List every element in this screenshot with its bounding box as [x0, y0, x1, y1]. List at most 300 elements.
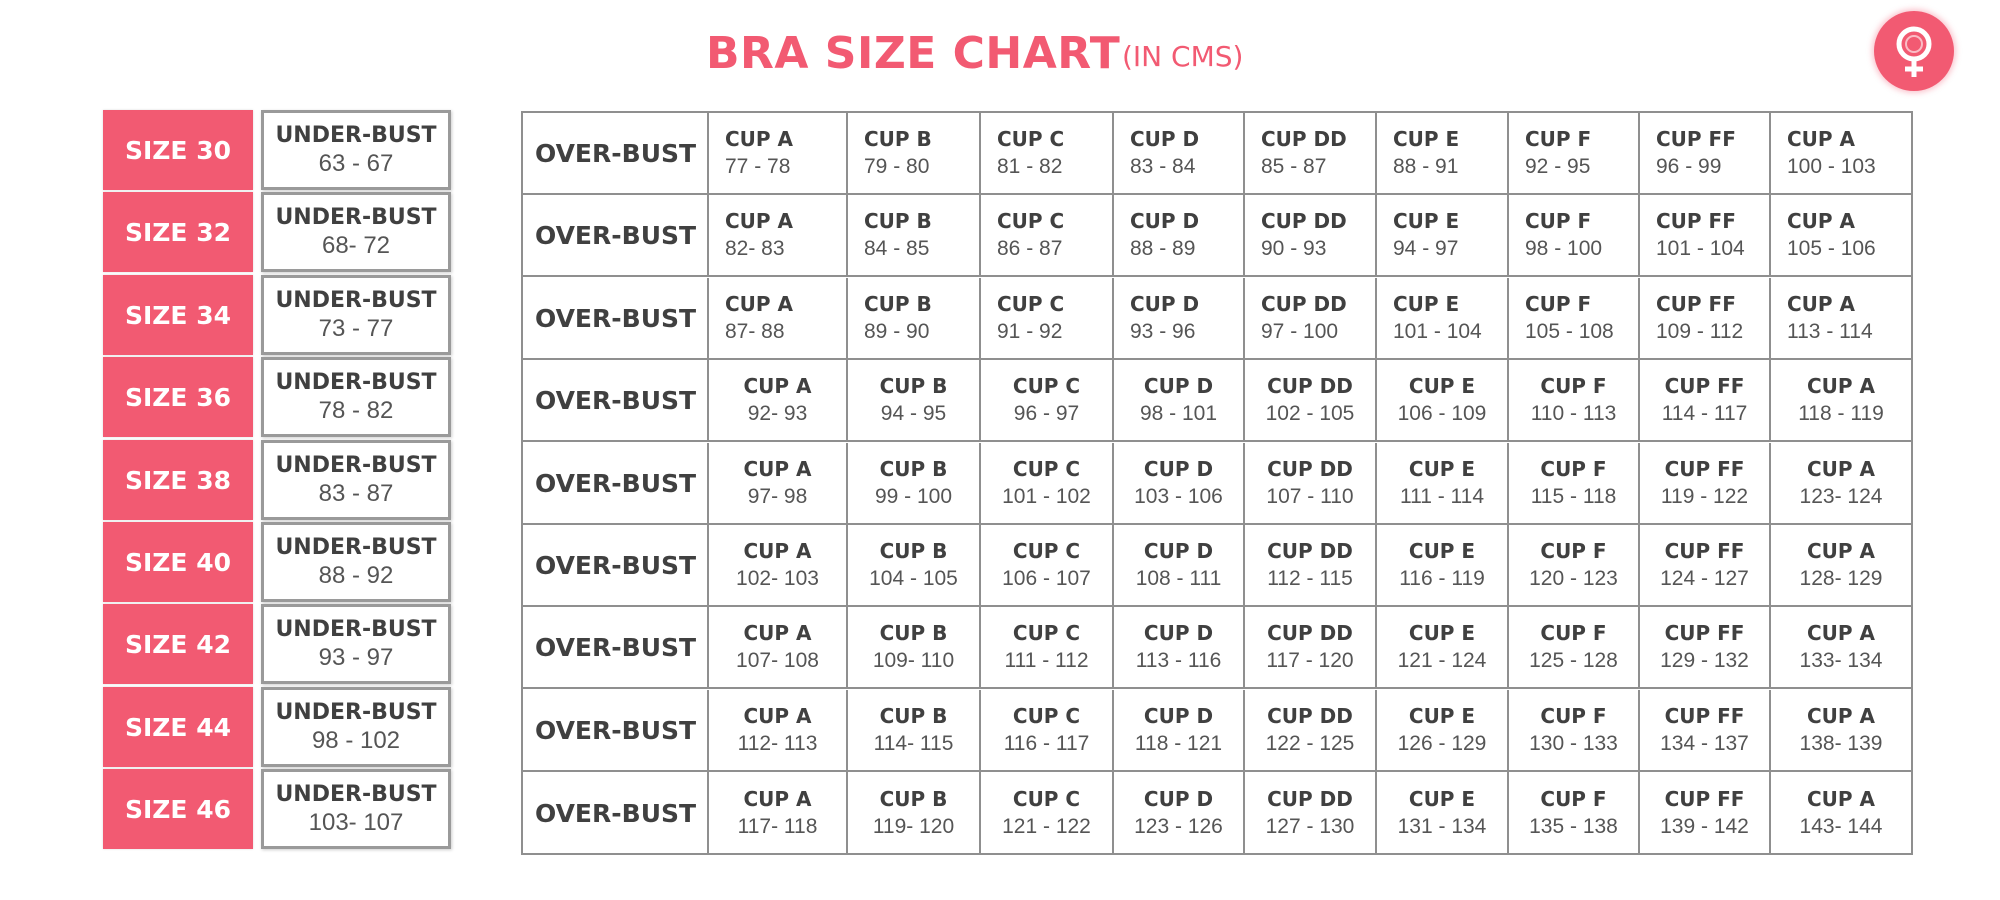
cup-cell [1640, 443, 1771, 525]
cup-name: CUP F [1525, 127, 1592, 151]
cup-cell [1114, 525, 1245, 607]
cup-name: CUP E [1408, 457, 1476, 481]
over-bust-label: OVER-BUST [535, 715, 697, 745]
cup-cell [1771, 525, 1911, 607]
cup-name: CUP A [743, 374, 812, 398]
cup-name: CUP DD [1267, 374, 1353, 398]
cup-range: 130 - 133 [1529, 732, 1618, 755]
cup-cell [981, 195, 1114, 277]
band-size-label: SIZE 42 [103, 604, 253, 684]
cup-cell [1640, 525, 1771, 607]
cup-name: CUP F [1525, 209, 1592, 233]
over-bust-label: OVER-BUST [535, 798, 697, 828]
cup-range: 90 - 93 [1261, 237, 1327, 260]
over-bust-label: OVER-BUST [535, 385, 697, 415]
cup-range: 94 - 95 [880, 402, 947, 425]
cup-name: CUP B [864, 127, 932, 151]
cup-name: CUP FF [1656, 209, 1736, 233]
cup-range: 125 - 128 [1529, 649, 1618, 672]
cup-range: 87- 88 [725, 320, 785, 343]
cup-range: 93 - 96 [1130, 320, 1196, 343]
over-bust-label: OVER-BUST [535, 468, 697, 498]
cup-range: 100 - 103 [1787, 155, 1876, 178]
cup-name: CUP C [1012, 704, 1081, 728]
cup-name: CUP B [879, 704, 948, 728]
cup-cell [1509, 113, 1640, 195]
cup-name: CUP E [1393, 209, 1460, 233]
cup-range: 84 - 85 [864, 237, 930, 260]
female-symbol-icon [1874, 11, 1954, 91]
cup-cell [1114, 195, 1245, 277]
cup-range: 131 - 134 [1397, 815, 1487, 838]
band-size-label: SIZE 44 [103, 687, 253, 767]
cup-name: CUP DD [1261, 292, 1347, 316]
cup-range: 83 - 84 [1130, 155, 1196, 178]
cup-range: 119 - 122 [1660, 485, 1749, 508]
cup-cell [1245, 278, 1377, 360]
cup-cell [1640, 690, 1771, 772]
cup-name: CUP A [743, 621, 812, 645]
under-bust-range: 93 - 97 [318, 644, 394, 671]
cup-name: CUP D [1143, 704, 1214, 728]
under-bust-label: UNDER-BUST [275, 453, 437, 478]
brand-logo [1874, 11, 1954, 91]
band-size-label: SIZE 38 [103, 440, 253, 520]
cup-cell [981, 607, 1114, 689]
cup-range: 129 - 132 [1660, 649, 1749, 672]
cup-range: 113 - 114 [1787, 320, 1873, 343]
cup-name: CUP DD [1261, 127, 1347, 151]
cup-cell [1377, 443, 1509, 525]
cup-range: 115 - 118 [1530, 485, 1617, 508]
under-bust-cell [261, 275, 451, 355]
cup-range: 109- 110 [872, 649, 955, 672]
table-row [523, 525, 1911, 607]
cup-cell [1509, 690, 1640, 772]
cup-cell [848, 278, 981, 360]
cup-cell [1114, 607, 1245, 689]
cup-cell [1771, 607, 1911, 689]
over-bust-header-cell [523, 607, 709, 689]
table-row [523, 772, 1911, 854]
cup-name: CUP FF [1664, 457, 1745, 481]
cup-range: 107 - 110 [1266, 485, 1354, 508]
cup-name: CUP E [1408, 704, 1476, 728]
cup-range: 119- 120 [872, 815, 955, 838]
cup-range: 135 - 138 [1529, 815, 1618, 838]
cup-cell [1245, 607, 1377, 689]
under-bust-cell [261, 192, 451, 272]
cup-range: 91 - 92 [997, 320, 1063, 343]
cup-range: 117- 118 [737, 815, 818, 838]
cup-cell [1114, 443, 1245, 525]
cup-cell [1377, 525, 1509, 607]
cup-range: 96 - 97 [1013, 402, 1080, 425]
cup-cell [981, 443, 1114, 525]
cup-name: CUP D [1130, 209, 1200, 233]
over-bust-header-cell [523, 690, 709, 772]
cup-cell [848, 113, 981, 195]
cup-cell [1771, 113, 1911, 195]
cup-range: 81 - 82 [997, 155, 1063, 178]
under-bust-range: 88 - 92 [318, 562, 394, 589]
cup-cell [848, 525, 981, 607]
cup-cell [709, 443, 848, 525]
cup-cell [709, 525, 848, 607]
cup-name: CUP FF [1664, 621, 1745, 645]
cup-range: 86 - 87 [997, 237, 1063, 260]
cup-range: 112 - 115 [1267, 567, 1353, 590]
cup-range: 92 - 95 [1525, 155, 1591, 178]
over-bust-header-cell [523, 525, 709, 607]
cup-name: CUP B [864, 292, 932, 316]
cup-name: CUP B [879, 457, 948, 481]
cup-cell [1114, 690, 1245, 772]
cup-name: CUP F [1525, 292, 1592, 316]
cup-cell [981, 525, 1114, 607]
cup-cell [1114, 278, 1245, 360]
cup-cell [1114, 360, 1245, 442]
cup-range: 88 - 89 [1130, 237, 1196, 260]
cup-cell [1771, 443, 1911, 525]
cup-name: CUP A [725, 292, 794, 316]
cup-cell [1640, 360, 1771, 442]
cup-cell [848, 360, 981, 442]
cup-name: CUP A [1806, 787, 1876, 811]
under-bust-cell [261, 604, 451, 684]
cup-range: 121 - 122 [1002, 815, 1091, 838]
cup-range: 110 - 113 [1530, 402, 1617, 425]
cup-range: 102- 103 [736, 567, 819, 590]
cup-cell [1771, 278, 1911, 360]
table-row [523, 195, 1911, 277]
cup-range: 112- 113 [737, 732, 818, 755]
cup-cell [1114, 772, 1245, 854]
table-row [523, 113, 1911, 195]
over-bust-header-cell [523, 360, 709, 442]
cup-name: CUP C [1012, 457, 1081, 481]
table-row [523, 607, 1911, 689]
cup-range: 105 - 106 [1787, 237, 1876, 260]
cup-range: 138- 139 [1799, 732, 1883, 755]
cup-cell [981, 113, 1114, 195]
cup-range: 111 - 112 [1004, 649, 1089, 672]
cup-name: CUP A [743, 539, 812, 563]
band-size-label: SIZE 36 [103, 357, 253, 437]
cup-range: 109 - 112 [1656, 320, 1744, 343]
band-size-label: SIZE 40 [103, 522, 253, 602]
cup-cell [1245, 360, 1377, 442]
over-bust-table [521, 111, 1913, 855]
over-bust-header-cell [523, 772, 709, 854]
cup-name: CUP F [1540, 621, 1607, 645]
cup-range: 97- 98 [747, 485, 808, 508]
cup-cell [1245, 690, 1377, 772]
cup-range: 128- 129 [1799, 567, 1883, 590]
cup-cell [1771, 690, 1911, 772]
cup-name: CUP B [864, 209, 932, 233]
cup-name: CUP FF [1664, 704, 1745, 728]
cup-cell [1509, 607, 1640, 689]
cup-name: CUP A [1806, 374, 1876, 398]
cup-range: 82- 83 [725, 237, 785, 260]
cup-range: 113 - 116 [1135, 649, 1222, 672]
cup-range: 103 - 106 [1134, 485, 1223, 508]
band-size-label: SIZE 30 [103, 110, 253, 190]
cup-name: CUP A [1787, 292, 1856, 316]
cup-cell [848, 690, 981, 772]
cup-cell [981, 690, 1114, 772]
band-size-label: SIZE 32 [103, 192, 253, 272]
cup-cell [709, 278, 848, 360]
cup-range: 123- 124 [1799, 485, 1883, 508]
cup-range: 98 - 100 [1525, 237, 1603, 260]
cup-cell [1509, 443, 1640, 525]
cup-range: 106 - 109 [1397, 402, 1487, 425]
cup-cell [1245, 525, 1377, 607]
cup-cell [848, 443, 981, 525]
cup-range: 96 - 99 [1656, 155, 1722, 178]
over-bust-label: OVER-BUST [535, 632, 697, 662]
cup-range: 88 - 91 [1393, 155, 1459, 178]
cup-range: 94 - 97 [1393, 237, 1459, 260]
cup-range: 101 - 102 [1002, 485, 1091, 508]
under-bust-range: 98 - 102 [311, 727, 401, 754]
cup-name: CUP C [997, 292, 1065, 316]
cup-cell [709, 772, 848, 854]
cup-cell [1377, 278, 1509, 360]
over-bust-header-cell [523, 195, 709, 277]
cup-range: 89 - 90 [864, 320, 930, 343]
cup-name: CUP DD [1267, 539, 1353, 563]
under-bust-label: UNDER-BUST [275, 535, 437, 560]
cup-range: 111 - 114 [1399, 485, 1485, 508]
under-bust-cell [261, 769, 451, 849]
cup-name: CUP B [879, 374, 948, 398]
cup-name: CUP A [725, 127, 794, 151]
cup-cell [709, 195, 848, 277]
cup-range: 114 - 117 [1661, 402, 1748, 425]
cup-cell [1771, 772, 1911, 854]
over-bust-header-cell [523, 113, 709, 195]
cup-cell [981, 278, 1114, 360]
cup-range: 124 - 127 [1660, 567, 1749, 590]
under-bust-cell [261, 110, 451, 190]
cup-range: 107- 108 [736, 649, 819, 672]
cup-range: 139 - 142 [1660, 815, 1749, 838]
under-bust-cell [261, 440, 451, 520]
under-bust-label: UNDER-BUST [275, 782, 437, 807]
cup-name: CUP DD [1267, 787, 1353, 811]
cup-range: 117 - 120 [1266, 649, 1354, 672]
cup-cell [1509, 525, 1640, 607]
cup-range: 101 - 104 [1656, 237, 1745, 260]
over-bust-header-cell [523, 443, 709, 525]
cup-name: CUP F [1540, 704, 1607, 728]
table-row [523, 360, 1911, 442]
cup-name: CUP C [1012, 539, 1081, 563]
cup-cell [1377, 690, 1509, 772]
table-row [523, 443, 1911, 525]
cup-name: CUP D [1143, 457, 1214, 481]
under-bust-range: 78 - 82 [318, 397, 394, 424]
cup-name: CUP D [1130, 127, 1200, 151]
cup-name: CUP E [1408, 374, 1476, 398]
cup-range: 134 - 137 [1660, 732, 1749, 755]
cup-name: CUP D [1143, 787, 1214, 811]
cup-name: CUP C [1012, 374, 1081, 398]
cup-name: CUP E [1393, 127, 1460, 151]
cup-name: CUP F [1540, 374, 1607, 398]
cup-name: CUP DD [1267, 704, 1353, 728]
cup-name: CUP DD [1267, 457, 1353, 481]
cup-range: 123 - 126 [1134, 815, 1223, 838]
cup-name: CUP D [1130, 292, 1200, 316]
cup-range: 98 - 101 [1139, 402, 1218, 425]
cup-range: 114- 115 [873, 732, 954, 755]
cup-range: 77 - 78 [725, 155, 791, 178]
under-bust-range: 68- 72 [321, 232, 391, 259]
over-bust-label: OVER-BUST [535, 138, 697, 168]
cup-cell [1509, 360, 1640, 442]
cup-cell [848, 607, 981, 689]
cup-name: CUP FF [1664, 374, 1745, 398]
cup-cell [1245, 772, 1377, 854]
cup-name: CUP C [1012, 621, 1081, 645]
cup-cell [1245, 113, 1377, 195]
cup-cell [1509, 772, 1640, 854]
cup-range: 118 - 121 [1134, 732, 1223, 755]
cup-cell [1377, 113, 1509, 195]
under-bust-label: UNDER-BUST [275, 617, 437, 642]
cup-name: CUP C [997, 127, 1065, 151]
cup-name: CUP E [1408, 539, 1476, 563]
table-row [523, 278, 1911, 360]
cup-range: 133- 134 [1799, 649, 1883, 672]
cup-name: CUP FF [1664, 787, 1745, 811]
cup-name: CUP A [743, 457, 812, 481]
cup-name: CUP F [1540, 787, 1607, 811]
cup-range: 92- 93 [747, 402, 808, 425]
under-bust-cell [261, 522, 451, 602]
cup-name: CUP E [1393, 292, 1460, 316]
cup-range: 79 - 80 [864, 155, 930, 178]
cup-name: CUP A [1806, 457, 1876, 481]
chart-header [0, 22, 2000, 98]
cup-name: CUP DD [1261, 209, 1347, 233]
cup-name: CUP FF [1656, 292, 1736, 316]
cup-cell [1640, 195, 1771, 277]
cup-range: 102 - 105 [1265, 402, 1355, 425]
cup-cell [709, 360, 848, 442]
cup-name: CUP B [879, 621, 948, 645]
cup-name: CUP FF [1656, 127, 1736, 151]
cup-name: CUP D [1143, 539, 1214, 563]
cup-name: CUP A [1787, 127, 1856, 151]
cup-cell [709, 690, 848, 772]
cup-range: 116 - 119 [1399, 567, 1485, 590]
cup-cell [981, 772, 1114, 854]
cup-name: CUP A [1806, 621, 1876, 645]
under-bust-range: 83 - 87 [318, 480, 394, 507]
page-title: BRA SIZE CHART [706, 28, 1121, 79]
cup-cell [1640, 278, 1771, 360]
under-bust-range: 63 - 67 [318, 150, 394, 177]
under-bust-range: 73 - 77 [318, 315, 394, 342]
cup-cell [1245, 195, 1377, 277]
under-bust-label: UNDER-BUST [275, 700, 437, 725]
cup-name: CUP A [743, 704, 812, 728]
cup-range: 143- 144 [1799, 815, 1883, 838]
cup-cell [1509, 278, 1640, 360]
cup-range: 120 - 123 [1529, 567, 1618, 590]
cup-range: 116 - 117 [1003, 732, 1090, 755]
under-bust-range: 103- 107 [308, 809, 404, 836]
cup-name: CUP E [1408, 787, 1476, 811]
cup-name: CUP D [1143, 621, 1214, 645]
cup-cell [1245, 443, 1377, 525]
cup-range: 104 - 105 [869, 567, 958, 590]
cup-cell [1377, 607, 1509, 689]
cup-cell [1114, 113, 1245, 195]
cup-cell [981, 360, 1114, 442]
cup-name: CUP D [1143, 374, 1214, 398]
under-bust-label: UNDER-BUST [275, 205, 437, 230]
over-bust-label: OVER-BUST [535, 550, 697, 580]
cup-name: CUP F [1540, 539, 1607, 563]
page-subtitle: (IN CMS) [1122, 40, 1244, 73]
cup-name: CUP FF [1664, 539, 1745, 563]
cup-range: 127 - 130 [1265, 815, 1355, 838]
cup-range: 122 - 125 [1265, 732, 1355, 755]
cup-cell [1377, 195, 1509, 277]
cup-range: 126 - 129 [1397, 732, 1487, 755]
cup-range: 121 - 124 [1397, 649, 1487, 672]
under-bust-label: UNDER-BUST [275, 123, 437, 148]
cup-cell [1377, 360, 1509, 442]
under-bust-label: UNDER-BUST [275, 370, 437, 395]
cup-name: CUP B [879, 539, 948, 563]
cup-name: CUP C [997, 209, 1065, 233]
cup-name: CUP DD [1267, 621, 1353, 645]
cup-range: 118 - 119 [1798, 402, 1884, 425]
cup-name: CUP E [1408, 621, 1476, 645]
cup-cell [1640, 113, 1771, 195]
band-size-label: SIZE 46 [103, 769, 253, 849]
over-bust-label: OVER-BUST [535, 220, 697, 250]
cup-name: CUP A [1806, 539, 1876, 563]
cup-range: 108 - 111 [1135, 567, 1222, 590]
cup-name: CUP A [743, 787, 812, 811]
cup-name: CUP C [1012, 787, 1081, 811]
cup-cell [848, 772, 981, 854]
under-bust-cell [261, 357, 451, 437]
cup-name: CUP B [879, 787, 948, 811]
cup-cell [1771, 195, 1911, 277]
cup-cell [848, 195, 981, 277]
cup-cell [1640, 607, 1771, 689]
over-bust-label: OVER-BUST [535, 303, 697, 333]
cup-cell [1640, 772, 1771, 854]
table-row [523, 690, 1911, 772]
cup-cell [709, 113, 848, 195]
cup-range: 106 - 107 [1002, 567, 1091, 590]
cup-cell [709, 607, 848, 689]
over-bust-header-cell [523, 278, 709, 360]
cup-range: 101 - 104 [1393, 320, 1482, 343]
under-bust-label: UNDER-BUST [275, 288, 437, 313]
cup-cell [1771, 360, 1911, 442]
